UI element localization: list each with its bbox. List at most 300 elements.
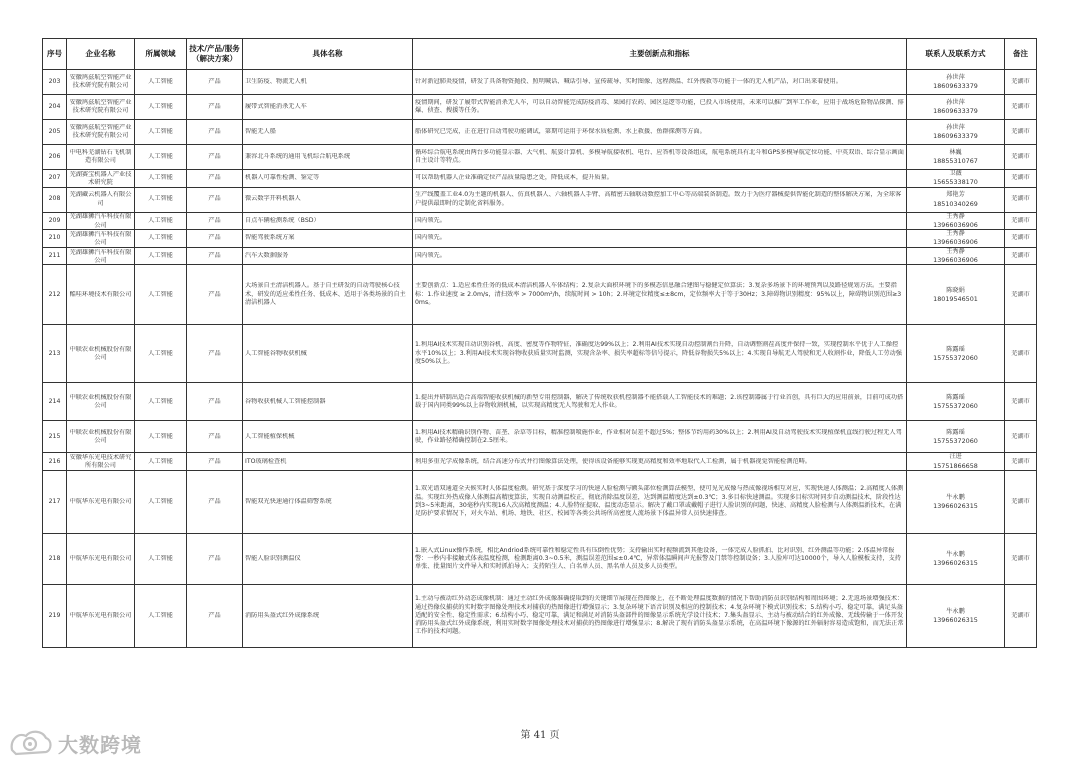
cell-company-text: 酷哇环境技术有限公司 [69, 290, 132, 298]
cell-points-text: 1.双光谱双通道全天候实时人体温度检测。研究基于深度学习的快速人脸检测与额头部位检测算法模型，使可见光成像与热成像视场相互对应，实现快速人体测温；2.高精度人体测温。实现红外热成像人体测温高精度算法，实现自动测温校正，彻底消除温度误差，达到测温精度达到±0.3℃；3.多目标快速测温。实现多目标实时同步自动测温技术，阶段性达到3~5米距离，30毫秒内实现16人次高精度测温；4.人脸特征提取、温度动态显示。解决了戴口罩或戴帽子进行人脸识别的问题，快速、高精度人脸检测与人体测温新技术，在满足防护要求情况下，对火车站、机场、地铁、社区、校园等各类公共场所高密度人流场景下体温异常人员快速排查。 [415, 485, 904, 518]
cell-name-text: ITO玻璃检查机 [245, 457, 287, 465]
cell-field-text: 人工智能 [148, 234, 173, 242]
cell-contact [907, 421, 1005, 453]
header-name: 具体名称 [243, 39, 413, 70]
cell-company [67, 230, 135, 248]
cell-points [413, 383, 907, 421]
cell-note [1005, 95, 1037, 120]
cell-field [135, 145, 187, 170]
cell-note [1005, 265, 1037, 325]
contact-phone: 18609633379 [933, 132, 978, 140]
cell-note-text: 芜湖市 [1011, 497, 1030, 505]
cell-field [135, 383, 187, 421]
cell-no [43, 421, 67, 453]
cell-points [413, 95, 907, 120]
cell-no [43, 120, 67, 145]
cell-name [243, 120, 413, 145]
header-no: 序号 [43, 39, 67, 70]
cell-type [187, 145, 243, 170]
cell-points [413, 230, 907, 248]
cell-points [413, 120, 907, 145]
cell-type-text: 产品 [208, 554, 221, 562]
contact-phone: 18019546501 [933, 294, 978, 303]
contact-name: 郑艳芳 [946, 191, 965, 199]
contact-phone: 13966026315 [933, 615, 978, 624]
cell-name-text: 履带式智能消杀无人车 [245, 102, 307, 110]
cell-no-text: 211 [48, 251, 61, 259]
cell-contact [907, 470, 1005, 533]
cell-no [43, 325, 67, 383]
cell-name [243, 325, 413, 383]
watermark-text: 大数跨境 [58, 732, 142, 757]
cell-company [67, 187, 135, 212]
table-body [43, 70, 1037, 648]
table-row [43, 247, 1037, 265]
cell-points [413, 453, 907, 471]
contact-name: 陈露瑶 [946, 428, 965, 436]
cell-field [135, 187, 187, 212]
table-row [43, 383, 1037, 421]
cell-contact [907, 170, 1005, 188]
cell-note [1005, 470, 1037, 533]
cell-note [1005, 212, 1037, 230]
header-contact: 联系人及联系方式 [907, 39, 1005, 70]
cell-points-text: 疫情期间，研发了履带式智能消杀无人车，可以自动智能完成防疫消毒、果园打农药、园区巡逻等功能，已投入市场使用，未来可以推广到军工作业，应用于战场危险物品探测、排爆、侦查、搜援等任务。 [415, 98, 904, 114]
cell-type-text: 产品 [208, 152, 221, 160]
cell-company-text: 中航华东光电有限公司 [69, 554, 132, 562]
cell-no [43, 70, 67, 95]
cell-no-text: 212 [48, 290, 61, 298]
table-row [43, 187, 1037, 212]
cell-points-text: 针对新冠肺炎疫情，研发了具备物资抛投、照明喊话、喊话引导、宣传疏导、实时图像、远程测温、红外搜救等功能于一体的无人机产品，对口出来着使用。 [415, 77, 842, 85]
cell-company-text: 中电科芜湖钻石飞机制造有限公司 [69, 148, 132, 164]
contact-name: 陈晓娟 [946, 286, 965, 294]
cell-type [187, 170, 243, 188]
cell-company-text: 安徽华东光电技术研究所有限公司 [69, 453, 132, 469]
cell-field [135, 584, 187, 647]
contact-phone: 18510340269 [933, 199, 978, 208]
cell-no-text: 207 [48, 174, 61, 182]
contact-phone: 18855310767 [933, 157, 978, 165]
cell-name [243, 470, 413, 533]
cell-no [43, 584, 67, 647]
table-row [43, 265, 1037, 325]
cell-name-text: 大场景自主清洁机器人。基于自主研发的自动驾驶核心技术，研发的适应柔性任务、低成本、适用于各类场景的自主清洁机器人 [245, 282, 406, 307]
cell-type [187, 212, 243, 230]
cell-type [187, 453, 243, 471]
cell-no [43, 170, 67, 188]
cell-company [67, 170, 135, 188]
cell-type-text: 产品 [208, 611, 221, 619]
cell-note-text: 芜湖市 [1011, 102, 1030, 110]
cell-name-text: 卫生防疫、物流无人机 [245, 77, 307, 85]
cell-company [67, 70, 135, 95]
cell-field-text: 人工智能 [148, 497, 173, 505]
table-row [43, 170, 1037, 188]
cell-note-text: 芜湖市 [1011, 251, 1030, 259]
table-row [43, 145, 1037, 170]
cell-no [43, 212, 67, 230]
cell-type [187, 187, 243, 212]
cell-name [243, 383, 413, 421]
cell-type-text: 产品 [208, 195, 221, 203]
contact-name: 孙世萍 [946, 123, 965, 131]
cell-note [1005, 170, 1037, 188]
cell-points-text: 1.主动与被动红外动态成像机制：通过主动红外成像准确提取到的关键细节展现在热图像上，在不断处理温度数据的情况下帮助消防员识别结构和周围环境；2.无返场景增强技术：通过热像仪捕获的实时数字图像处理技术对捕获的热图像进行增强显示；3.复杂环境下语音识别及相应的控制技术；4.复杂环境下模式识别技术；5.结构小巧、稳定可靠，满足头盔适配的安全性、稳定性需求；6.结构小巧、稳定可靠，满足和满足对消防头盔部件的图像显示系统光学设计技术；7.集头盔显示、主动与被动结合的红外成像、无线传输于一体开发消防用头盔式红外成像系统，利用实时数字图像处理技术对捕获的热图像进行增强显示；8.解决了现有消防头盔显示系统，在高温环境下像源的红外辐射容易造成饱和，而无法正常工作的技术问题。 [415, 595, 904, 636]
cell-type [187, 95, 243, 120]
contact-phone: 13966036906 [933, 238, 978, 247]
cell-company [67, 212, 135, 230]
cell-type [187, 421, 243, 453]
cell-no [43, 95, 67, 120]
cell-note [1005, 453, 1037, 471]
innovation-products-table [42, 38, 1037, 648]
cell-contact [907, 584, 1005, 647]
header-note: 备注 [1005, 39, 1037, 70]
table-row [43, 421, 1037, 453]
cell-name-text: 汽车大数据服务 [245, 251, 289, 259]
cell-points [413, 212, 907, 230]
contact-name: 孙世萍 [946, 73, 965, 81]
cell-contact [907, 145, 1005, 170]
cell-company-text: 芜湖雄狮汽车科技有限公司 [69, 248, 132, 264]
cell-contact [907, 247, 1005, 265]
cell-field [135, 212, 187, 230]
contact-phone: 13966036906 [933, 256, 978, 265]
cell-company-text: 芜湖藏云机器人有限公司 [69, 191, 132, 207]
contact-name: 牛永鹏 [946, 607, 965, 615]
table-row [43, 95, 1037, 120]
contact-phone: 15755372060 [933, 353, 978, 362]
table-row [43, 584, 1037, 647]
cell-no-text: 203 [48, 77, 61, 85]
table-row [43, 453, 1037, 471]
cell-contact [907, 95, 1005, 120]
cell-note [1005, 145, 1037, 170]
header-company: 企业名称 [67, 39, 135, 70]
cell-type [187, 70, 243, 95]
cell-points-text: 1.利用AI技术实现自动识别谷机、高度、密度等作物特征，准确度达99%以上；2.利用AI技术实现自动控制割台升降，自动调整割茬高度并保持一致，实现控制水平优于人工操控水平10%以上；3.利用AI技术实现谷物收获质量实时监测，实现含杂率、损失率超标等信号提示，降低谷物损失5%以上；4.实现自导航无人驾驶和无人收割作业，降低人工劳动强度50%以上。 [415, 341, 902, 366]
cell-field [135, 95, 187, 120]
cell-name-text: 自点车辆检测系统（BSD） [245, 216, 320, 224]
cell-points [413, 421, 907, 453]
cell-field-text: 人工智能 [148, 457, 173, 465]
cell-note-text: 芜湖市 [1011, 397, 1030, 405]
cell-field-text: 人工智能 [148, 195, 173, 203]
cell-type [187, 533, 243, 584]
contact-phone: 13966026315 [933, 501, 978, 510]
cell-points-text: 1.嵌入式Linux操作系统，相比Andriod系统可靠性和稳定性具有压倒性优势；支持输出实时视频流到其他设备，一体完成人脸抓拍、比对识别、红外测温等功能；2.体温异常报警：一秒内非接触式体表温度检测，检测距离0.3~0.5米，测温误差范围≤±0.4℃，异常体温瞬间声光报警及门禁等控制设备；3.人脸库可达10000个，导入人脸模板支持，支持单张、批量图片文件导入和实时抓拍导入；支持陌生人、白名单人员、黑名单人员及多人员类型。 [415, 546, 901, 571]
cell-no-text: 205 [48, 127, 61, 135]
cell-name [243, 533, 413, 584]
cell-company-text: 安徽鸠兹航空智能产业技术研究院有限公司 [69, 123, 132, 139]
cell-no-text: 219 [48, 611, 61, 619]
contact-name: 陈露瑶 [946, 345, 965, 353]
cell-name [243, 95, 413, 120]
contact-name: 卫薇 [949, 170, 962, 177]
cell-field-text: 人工智能 [148, 127, 173, 135]
cell-type-text: 产品 [208, 234, 221, 242]
cell-no [43, 470, 67, 533]
cell-note [1005, 383, 1037, 421]
cell-no-text: 217 [48, 497, 61, 505]
cell-type-text: 产品 [208, 174, 221, 182]
cell-no-text: 214 [48, 397, 61, 405]
cell-points-text: 1.利用AI技术精确识别作物、苗垄、杂草等目标，精准控制喷施作业，作业相对误差不超过5%；整体节约用药30%以上；2.利用AI及自动驾驶技术实现植保机直线行驶过程无人驾驶，作业路径精确控制在2.5厘米。 [415, 428, 902, 444]
contact-phone: 13966026315 [933, 558, 978, 567]
cell-field-text: 人工智能 [148, 174, 173, 182]
table-row [43, 212, 1037, 230]
cell-points [413, 247, 907, 265]
cell-field-text: 人工智能 [148, 290, 173, 298]
cell-note [1005, 584, 1037, 647]
cell-type [187, 470, 243, 533]
cell-note-text: 芜湖市 [1011, 554, 1030, 562]
cell-no [43, 453, 67, 471]
cell-points [413, 145, 907, 170]
contact-name: 汪进 [949, 453, 962, 461]
cell-company-text: 芜湖赛宝机器人产业技术研究院 [69, 170, 132, 186]
page-number: 第 41 页 [520, 730, 560, 741]
cell-no-text: 210 [48, 234, 61, 242]
contact-phone: 15755372060 [933, 436, 978, 445]
cell-name-text: 智能双光快速通行体温筛警系统 [245, 497, 332, 505]
cell-type [187, 247, 243, 265]
cell-type-text: 产品 [208, 349, 221, 357]
cell-type-text: 产品 [208, 77, 221, 85]
header-type: 技术/产品/服务（解决方案） [187, 39, 243, 70]
cell-points [413, 265, 907, 325]
cell-company [67, 120, 135, 145]
cell-company [67, 145, 135, 170]
cell-type [187, 383, 243, 421]
cell-no [43, 187, 67, 212]
cell-type-text: 产品 [208, 432, 221, 440]
cell-name-text: 机器人可靠性检测、鉴定等 [245, 174, 320, 182]
table-header-row [43, 39, 1037, 70]
cell-field [135, 325, 187, 383]
cell-note [1005, 120, 1037, 145]
cell-name [243, 170, 413, 188]
cell-no-text: 215 [48, 432, 61, 440]
cell-contact [907, 533, 1005, 584]
cell-note-text: 芜湖市 [1011, 216, 1030, 224]
cell-points [413, 470, 907, 533]
cell-note-text: 芜湖市 [1011, 349, 1030, 357]
cell-type-text: 产品 [208, 251, 221, 259]
cell-company-text: 中航华东光电有限公司 [69, 611, 132, 619]
contact-name: 林巍 [949, 148, 962, 156]
table-row [43, 120, 1037, 145]
contact-phone: 18609633379 [933, 107, 978, 115]
cell-type [187, 584, 243, 647]
contact-name: 王秀静 [946, 247, 965, 255]
cell-contact [907, 265, 1005, 325]
cell-field-text: 人工智能 [148, 397, 173, 405]
table-row [43, 470, 1037, 533]
cell-field [135, 421, 187, 453]
cell-type-text: 产品 [208, 216, 221, 224]
cell-name [243, 212, 413, 230]
cell-company [67, 453, 135, 471]
cell-points [413, 584, 907, 647]
cell-no [43, 533, 67, 584]
contact-name: 牛永鹏 [946, 550, 965, 558]
cell-company-text: 中联农业机械股份有限公司 [69, 393, 132, 409]
cell-company [67, 470, 135, 533]
cell-company [67, 265, 135, 325]
cell-points-text: 利用多重光学成像系统，结合高速分布式并行图像算法处理，使得该设备能够实现更高精度和效率地取代人工检测，属于机器视觉智能检测范畴。 [415, 457, 811, 465]
contact-phone: 13966036906 [933, 220, 978, 229]
cell-company [67, 421, 135, 453]
cell-points-text: 主要创新点：1.适应柔性任务的低成本清洁机器人车体结构；2.复杂大面积环境下的多模态信息融合建图与稳健定位算法；3.复杂多场景下的环境预判以及路径规划方法。主要指标：1.作业速度 ≥ 2.0m/s，清扫效率 > 7000m²/h，续航时间 > 10h；2.环境定位精度≤±8cm，定位频率大于等于30Hz；3.障碍物识别精度：95%以上，障碍物识别范围≥30ms。 [415, 282, 902, 307]
cell-company [67, 584, 135, 647]
contact-name: 牛永鹏 [946, 493, 965, 501]
header-field: 所属领域 [135, 39, 187, 70]
cell-points-text: 1.提出并研制出适合高端智能收获机械的新型专用控制器，解决了传统收获机控制器不能搭载人工智能技术的难题；2.该控制器属于行业首创，具有巨大的应用前景，目前可成功搭载于国内同类99%以上谷物收割机械，以实现高精度无人驾驶和无人作业。 [415, 393, 904, 409]
cell-points [413, 170, 907, 188]
cell-contact [907, 187, 1005, 212]
cell-name [243, 453, 413, 471]
cell-company-text: 中航华东光电有限公司 [69, 497, 132, 505]
cell-company [67, 383, 135, 421]
cell-name-text: 消防用头盔式红外成像系统 [245, 611, 320, 619]
cell-field-text: 人工智能 [148, 216, 173, 224]
cell-name-text: 人工智能谷物收获机械 [245, 349, 307, 357]
cell-note-text: 芜湖市 [1011, 152, 1030, 160]
cell-company-text: 安徽鸠兹航空智能产业技术研究院有限公司 [69, 98, 132, 114]
cell-note-text: 芜湖市 [1011, 195, 1030, 203]
cell-type [187, 325, 243, 383]
contact-phone: 15655338170 [933, 178, 978, 187]
cell-type-text: 产品 [208, 457, 221, 465]
cell-company [67, 533, 135, 584]
cell-type-text: 产品 [208, 290, 221, 298]
cell-note-text: 芜湖市 [1011, 432, 1030, 440]
cell-name-text: 微云数字开料机器人 [245, 195, 301, 203]
cell-field-text: 人工智能 [148, 152, 173, 160]
cell-name [243, 145, 413, 170]
cell-name [243, 265, 413, 325]
cell-points [413, 325, 907, 383]
cell-name [243, 584, 413, 647]
cell-company-text: 安徽鸠兹航空智能产业技术研究院有限公司 [69, 73, 132, 89]
cell-type-text: 产品 [208, 497, 221, 505]
cell-name-text: 人工智能植保机械 [245, 432, 295, 440]
cell-contact [907, 453, 1005, 471]
cell-field [135, 265, 187, 325]
cell-field-text: 人工智能 [148, 77, 173, 85]
cell-no-text: 216 [48, 457, 61, 465]
cell-note [1005, 325, 1037, 383]
camera-lens-logo-icon [8, 728, 52, 758]
cell-note [1005, 187, 1037, 212]
cell-company-text: 中联农业机械股份有限公司 [69, 345, 132, 361]
cell-contact [907, 212, 1005, 230]
cell-no [43, 145, 67, 170]
cell-field-text: 人工智能 [148, 251, 173, 259]
cell-field [135, 230, 187, 248]
cell-field-text: 人工智能 [148, 102, 173, 110]
cell-note-text: 芜湖市 [1011, 457, 1030, 465]
cell-note-text: 芜湖市 [1011, 290, 1030, 298]
cell-name-text: 谷物收获机械人工智能控制器 [245, 397, 326, 405]
cell-field [135, 170, 187, 188]
cell-no-text: 206 [48, 152, 61, 160]
cell-name-text: 智能人脸识别测温仪 [245, 554, 301, 562]
cell-no-text: 208 [48, 195, 61, 203]
cell-name [243, 230, 413, 248]
cell-note [1005, 230, 1037, 248]
cell-company [67, 247, 135, 265]
cell-type-text: 产品 [208, 102, 221, 110]
cell-points-text: 可以帮助机器人企业准确定位产品质量隐患之处，降低成本，提升质量。 [415, 174, 613, 182]
cell-note [1005, 421, 1037, 453]
table-row [43, 533, 1037, 584]
contact-name: 孙世萍 [946, 98, 965, 106]
cell-name-text: 智能驾驶系统方案 [245, 234, 295, 242]
cell-company-text: 芜湖雄狮汽车科技有限公司 [69, 213, 132, 229]
cell-field [135, 453, 187, 471]
contact-name: 王秀静 [946, 230, 965, 238]
cell-field [135, 470, 187, 533]
cell-points [413, 187, 907, 212]
contact-phone: 15755372060 [933, 401, 978, 410]
table-row [43, 325, 1037, 383]
cell-no [43, 247, 67, 265]
table-row [43, 70, 1037, 95]
cell-company-text: 中联农业机械股份有限公司 [69, 428, 132, 444]
cell-note-text: 芜湖市 [1011, 174, 1030, 182]
cell-contact [907, 120, 1005, 145]
cell-contact [907, 230, 1005, 248]
cell-field-text: 人工智能 [148, 554, 173, 562]
cell-no-text: 204 [48, 102, 61, 110]
cell-points [413, 533, 907, 584]
cell-field [135, 533, 187, 584]
contact-name: 陈露瑶 [946, 393, 965, 401]
cell-field-text: 人工智能 [148, 349, 173, 357]
cell-contact [907, 325, 1005, 383]
cell-type [187, 230, 243, 248]
cell-points-text: 船体研究已完成，正在进行自动驾驶功能调试，第期可运用于环保水质检测、水上救援、鱼群探测等方面。 [415, 127, 706, 135]
cell-note-text: 芜湖市 [1011, 127, 1030, 135]
cell-note [1005, 70, 1037, 95]
cell-name [243, 247, 413, 265]
cell-no [43, 383, 67, 421]
cell-type [187, 265, 243, 325]
contact-name: 王秀静 [946, 212, 965, 220]
cell-contact [907, 70, 1005, 95]
cell-field-text: 人工智能 [148, 432, 173, 440]
cell-type-text: 产品 [208, 397, 221, 405]
cell-note-text: 芜湖市 [1011, 611, 1030, 619]
cell-name-text: 兼容北斗系统的通用飞机综合航电系统 [245, 152, 351, 160]
cell-name-text: 智能无人船 [245, 127, 276, 135]
cell-name [243, 421, 413, 453]
cell-points-text: 生产线覆盖工业4.0为主题的机器人、仿真机器人、六轴机器人手臂、高精密五轴联动数控加工中心等高端装备制造。致力于为医疗器械提供智能化制造的整体解决方案，为全球客户提供最即时的定制化省料服务。 [415, 191, 902, 207]
cell-name [243, 187, 413, 212]
cell-points [413, 70, 907, 95]
table-row [43, 230, 1037, 248]
cell-points-text: 国内领先。 [415, 234, 446, 242]
cell-no [43, 230, 67, 248]
cell-note-text: 芜湖市 [1011, 77, 1030, 85]
cell-type-text: 产品 [208, 127, 221, 135]
cell-field [135, 120, 187, 145]
cell-points-text: 国内领先。 [415, 216, 446, 224]
cell-points-text: 循环综合航电系统由两台多功能显示器、大气机、航姿计算机、多模导航接收机、电台、应答机等设备组成，航电系统具有北斗和GPS多模导航定位功能、中英双语、综合显示画面自主设计等特点。 [415, 148, 904, 164]
